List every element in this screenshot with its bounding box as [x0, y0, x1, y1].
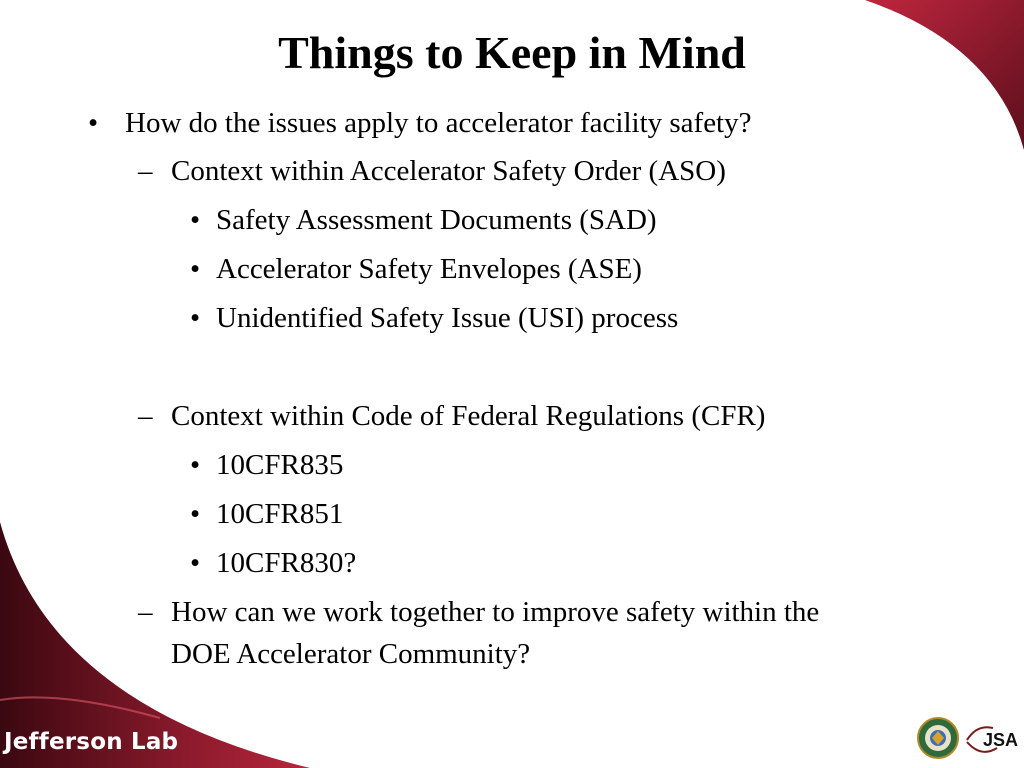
bullet-item: • 10CFR835	[190, 449, 344, 481]
bullet-item: • Safety Assessment Documents (SAD)	[190, 204, 657, 236]
jsa-logo-text: JSA	[983, 730, 1019, 750]
bullet-item: – Context within Accelerator Safety Order (ASO)	[138, 155, 726, 187]
bullet-item: • 10CFR830?	[190, 547, 357, 579]
bullet-item: • How do the issues apply to accelerator facility safety?	[88, 107, 752, 139]
slide-title: Things to Keep in Mind	[278, 27, 746, 78]
bullet-item: • Unidentified Safety Issue (USI) process	[190, 302, 679, 334]
jsa-logo	[963, 718, 1021, 760]
jefferson-lab-logo: Jefferson Lab	[4, 729, 179, 755]
bullet-item: • 10CFR851	[190, 498, 344, 530]
bullet-item: • Accelerator Safety Envelopes (ASE)	[190, 253, 642, 285]
bullet-item-continuation: DOE Accelerator Community?	[171, 638, 531, 670]
bullet-item: – How can we work together to improve safety within the	[138, 596, 820, 628]
doe-seal-icon	[917, 717, 959, 759]
bullet-item: – Context within Code of Federal Regulations (CFR)	[138, 400, 766, 432]
